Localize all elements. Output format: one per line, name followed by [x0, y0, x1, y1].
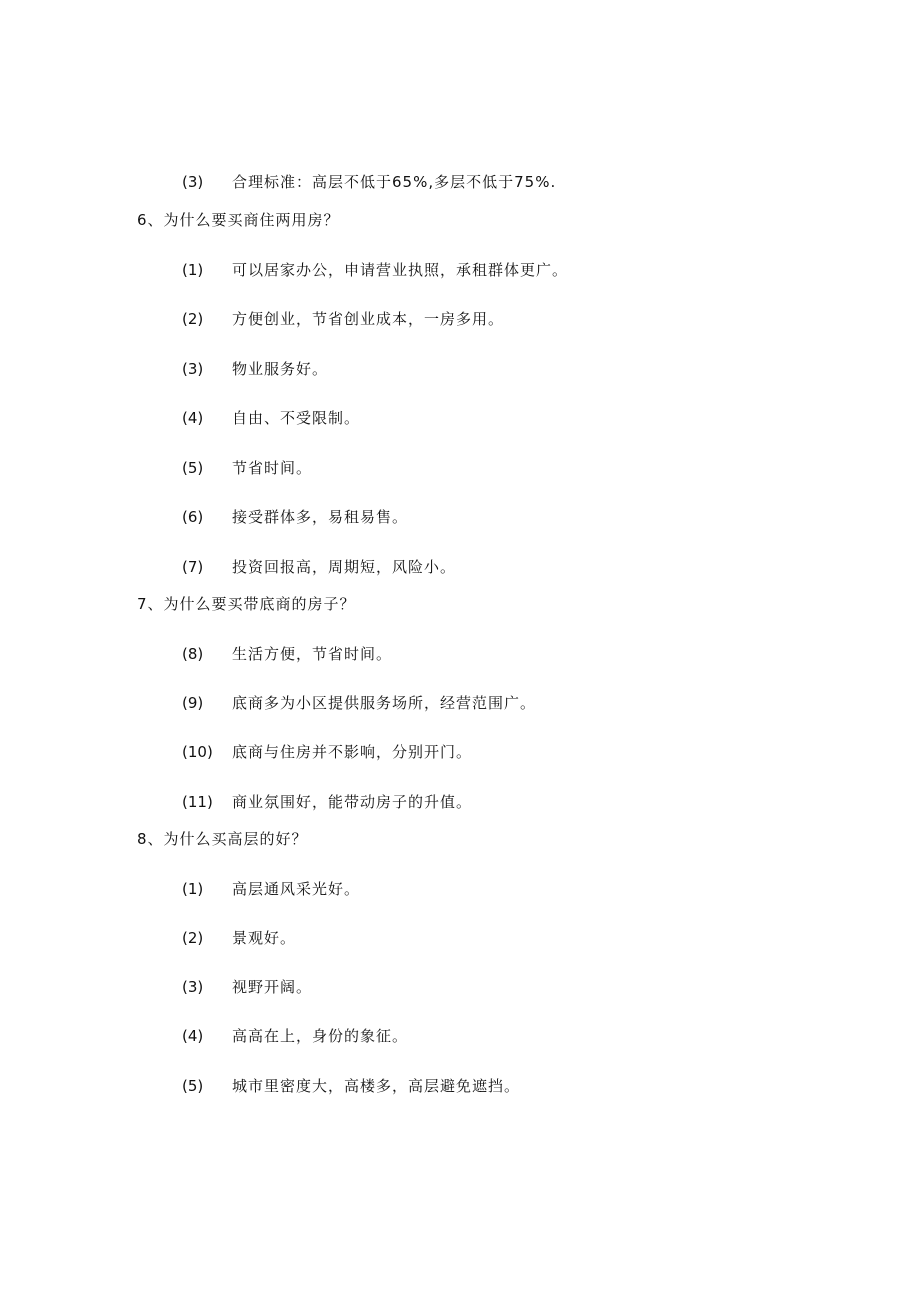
list-item-number: (1) [182, 261, 204, 279]
list-item-number: (7) [182, 558, 204, 576]
list-item-number: (8) [182, 645, 204, 663]
list-item-text: 底商与住房并不影响，分别开门。 [232, 743, 473, 761]
list-item-text: 高层通风采光好。 [232, 880, 361, 898]
list-item-number: (1) [182, 880, 204, 898]
list-item-text: 生活方便，节省时间。 [232, 645, 393, 663]
list-item-text: 方便创业，节省创业成本，一房多用。 [232, 310, 505, 328]
list-item-text: 景观好。 [232, 929, 297, 947]
list-item-number: (9) [182, 694, 204, 712]
list-item-text: 视野开阔。 [232, 978, 313, 996]
question-heading: 7、为什么要买带底商的房子？ [137, 595, 356, 613]
list-item-number: (11) [182, 793, 213, 811]
list-item-number: (2) [182, 929, 204, 947]
list-item-number: (4) [182, 409, 204, 427]
list-item-number: (5) [182, 1077, 204, 1095]
list-item-number: (3) [182, 978, 204, 996]
list-item-number: (5) [182, 459, 204, 477]
question-heading: 6、为什么要买商住两用房？ [137, 211, 340, 229]
list-item-text: 物业服务好。 [232, 360, 329, 378]
list-item-text: 节省时间。 [232, 459, 313, 477]
list-item-number: (2) [182, 310, 204, 328]
list-item-number: (3) [182, 173, 204, 191]
list-item-text: 高高在上，身份的象征。 [232, 1027, 409, 1045]
list-item-text: 商业氛围好，能带动房子的升值。 [232, 793, 473, 811]
list-item-text: 合理标准：高层不低于65%,多层不低于75%. [232, 173, 557, 191]
list-item-text: 城市里密度大，高楼多，高层避免遮挡。 [232, 1077, 521, 1095]
list-item-text: 自由、不受限制。 [232, 409, 361, 427]
list-item-number: (6) [182, 508, 204, 526]
list-item-text: 底商多为小区提供服务场所，经营范围广。 [232, 694, 537, 712]
list-item-number: (4) [182, 1027, 204, 1045]
list-item-number: (10) [182, 743, 213, 761]
question-heading: 8、为什么买高层的好？ [137, 830, 308, 848]
list-item-text: 接受群体多，易租易售。 [232, 508, 409, 526]
list-item-text: 可以居家办公，申请营业执照，承租群体更广。 [232, 261, 569, 279]
list-item-text: 投资回报高，周期短，风险小。 [232, 558, 457, 576]
list-item-number: (3) [182, 360, 204, 378]
